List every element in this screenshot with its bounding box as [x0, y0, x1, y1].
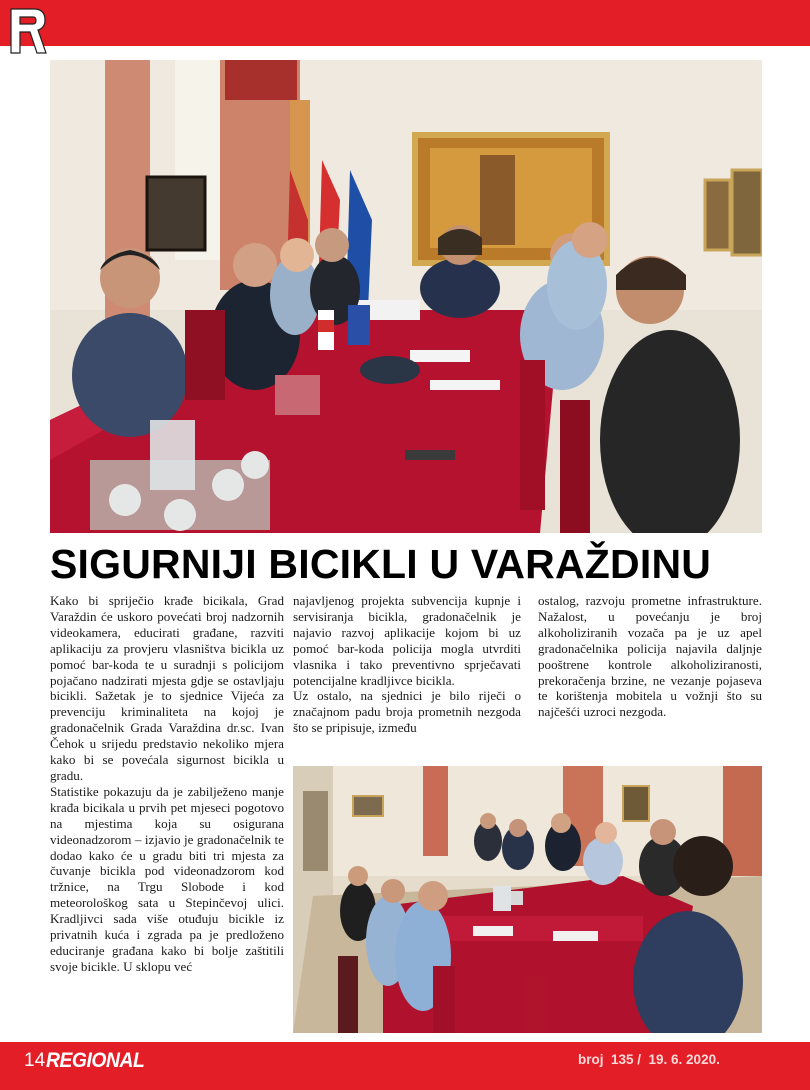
- article-column-1: [50, 593, 284, 975]
- paragraph: najavljenog projekta subvencija kupnje i servisiranja bicikla, gradonačelnik je najavio razvoj aplikacije kojom bi uz pomoć bar-koda policija mogla utvrditi vlasnika i tako preventivno sprječavati potencijalne kradljivce bicikla.: [293, 593, 521, 688]
- r-letter-logo-icon: [8, 6, 48, 56]
- paragraph: Statistike pokazuju da je zabilježeno manje krađa bicikala u prvih pet mjeseci pogotovo na mjestima koja su osigurana videonadzorom – izjavio je gradonačelnik te dodao kako će u gradu biti tri mjesta za čuvanje bicikla pod videonadzorom kod tržnice, na Trgu Slobode i kod meteorološkog sata u Stepinčevoj ulici. Kradljivci sada više otuđuju bicikle iz privatnih kuća i zgrada pa je predloženo educiranje građana kako bi bolje zaštitili svoje bicikle. U sklopu već: [50, 783, 284, 974]
- brand-logo: REGIONAL: [46, 1049, 145, 1072]
- article-column-2: [293, 593, 521, 736]
- page-number: 14: [24, 1050, 46, 1071]
- paragraph: ostalog, razvoju prometne infrastrukture. Nažalost, u povećanju je broj alkoholiziranih vozača pa je uz apel gradonačelnika policija najavila daljnje pooštrene kontrole alkoholiziranosti, prekoračenja brzine, ne vezanje pojaseva te korištenja mobitela u vožnji što su najčešći uzroci nezgoda.: [538, 593, 762, 720]
- paragraph: Kako bi spriječio krađe bicikala, Grad Varaždin će uskoro povećati broj nadzornih videokamera, educirati građane, razviti aplikaciju za provjeru vlasništva bicikla uz pomoć bar-koda te u suradnji s policijom pojačano nadzirati mjesta gdje se ostavljaju bicikli. Sažetak je to sjednice Vijeća za prevenciju kriminaliteta na kojoj je gradonačelnik Grada Varaždina dr.sc. Ivan Čehok u srijedu predstavio nekoliko mjera kako bi se povećala sigurnost bicikla u gradu.: [50, 593, 284, 783]
- main-meeting-photo: [50, 60, 762, 533]
- issue-info: broj 135 / 19. 6. 2020.: [578, 1052, 720, 1067]
- secondary-meeting-photo: [293, 766, 762, 1033]
- article-column-3: [538, 593, 762, 720]
- top-red-bar: [0, 0, 810, 46]
- article-headline: SIGURNIJI BICIKLI U VARAŽDINU: [50, 541, 712, 587]
- paragraph: Uz ostalo, na sjednici je bilo riječi o značajnom padu broja prometnih nezgoda što se pripisuje, između: [293, 688, 521, 736]
